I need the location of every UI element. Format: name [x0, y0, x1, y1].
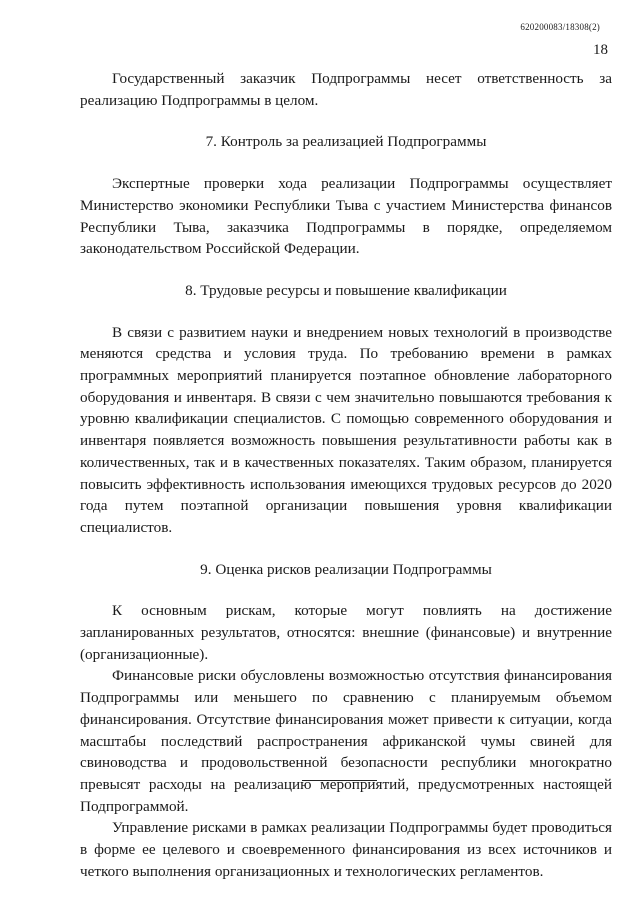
section-9-paragraph-2: Финансовые риски обусловлены возможностью отсутствия финансирования Подпрограммы или меньшего по сравнению с планируемым объемом финансирования. Отсутствие финансирования может привести к ситуации, когда масштабы последствий распространения африканской чумы свиней для свиноводства и продовольственной безопасности республики многократно превысят расходы на реализацию мероприятий, предусмотренных настоящей Подпрограммой.: [80, 667, 612, 815]
document-body: [80, 68, 612, 883]
section-7-paragraph: Экспертные проверки хода реализации Подпрограммы осуществляет Министерство экономики Республики Тыва с участием Министерства финансов Республики Тыва, заказчика Подпрограммы в порядке, определяемом законодательством Российской Федерации.: [80, 175, 612, 258]
section-9-paragraph-1: К основным рискам, которые могут повлиять на достижение запланированных результатов, относятся: внешние (финансовые) и внутренние (организационные).: [80, 602, 612, 663]
end-of-document-line: [302, 780, 377, 781]
page-number: 18: [593, 42, 608, 58]
section-7-heading: 7. Контроль за реализацией Подпрограммы: [205, 133, 487, 151]
section-9-heading: 9. Оценка рисков реализации Подпрограммы: [200, 560, 492, 578]
section-8-paragraph: В связи с развитием науки и внедрением новых технологий в производстве меняются средства и условия труда. По требованию времени в рамках программных мероприятий планируется поэтапное обновление лабораторного оборудования и инвентаря. В связи с чем значительно повышаются требования к уровню квалификации специалистов. С помощью современного оборудования и инвентаря появляется возможность повышения результативности работы как в количественных, так и в качественных показателях. Таким образом, планируется повысить эффективность использования имеющихся трудовых ресурсов до 2020 года путем поэтапной организации повышения уровня квалификации специалистов.: [80, 323, 612, 536]
paragraph-intro: Государственный заказчик Подпрограммы несет ответственность за реализацию Подпрограммы в целом.: [80, 70, 612, 109]
document-code: 620200083/18308(2): [520, 22, 600, 32]
section-8-heading: 8. Трудовые ресурсы и повышение квалификации: [185, 281, 507, 299]
section-9-paragraph-3: Управление рисками в рамках реализации Подпрограммы будет проводиться в форме ее целевого и своевременного финансирования из всех источников и четкого выполнения организационных и технологических регламентов.: [80, 819, 612, 880]
